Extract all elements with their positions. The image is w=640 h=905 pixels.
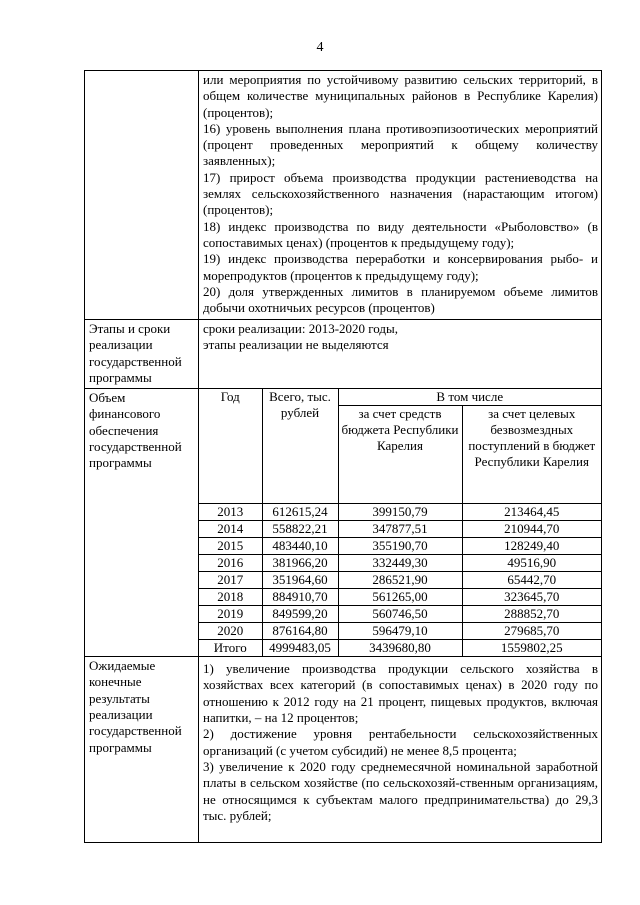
funding-data-row: [199, 606, 601, 623]
page-number: 4: [316, 40, 324, 55]
funding-table: [199, 389, 601, 656]
row-total: 849599,20: [262, 606, 338, 623]
funding-data-row: [199, 555, 601, 572]
row-targeted: 128249,40: [462, 538, 601, 555]
funding-label: Объем финансового обеспечения государственной программы: [85, 389, 199, 657]
stages-cell: [199, 320, 602, 389]
row-budget: 561265,00: [338, 589, 462, 606]
indicators-cell: [199, 71, 602, 320]
funding-data-row: [199, 572, 601, 589]
row-total: 381966,20: [262, 555, 338, 572]
row-targeted: 279685,70: [462, 623, 601, 640]
row-total: 351964,60: [262, 572, 338, 589]
col-budget-header: за счет средств бюджета Республики Карелия: [338, 406, 462, 504]
row-year: 2013: [199, 504, 262, 521]
col-year-header: Год: [199, 389, 262, 504]
row-budget: 399150,79: [338, 504, 462, 521]
indicator-item: 17) прирост объема производства продукции растениеводства на землях сельскохозяйственного назначения (нарастающим итогом) (процентов);: [203, 169, 598, 218]
indicator-item: 20) доля утвержденных лимитов в планируемом объеме лимитов добычи охотничьих ресурсов (процентов): [203, 283, 598, 316]
funding-row: [85, 389, 602, 657]
row-total: 558822,21: [262, 521, 338, 538]
col-total-header: Всего, тыс. рублей: [262, 389, 338, 504]
row-targeted: 210944,70: [462, 521, 601, 538]
row-year: 2014: [199, 521, 262, 538]
row-year: 2019: [199, 606, 262, 623]
row-total: 612615,24: [262, 504, 338, 521]
row-year: 2018: [199, 589, 262, 606]
col-incl-header: В том числе: [338, 389, 601, 406]
funding-total-row: [199, 640, 601, 657]
row-budget: 332449,30: [338, 555, 462, 572]
passport-table: [84, 70, 602, 843]
indicator-item: 19) индекс производства переработки и консервирования рыбо- и морепродуктов (процентов к предыдущему году);: [203, 251, 598, 283]
funding-data-row: [199, 623, 601, 640]
total-label: Итого: [199, 640, 262, 657]
row-budget: 596479,10: [338, 623, 462, 640]
row-total: 884910,70: [262, 589, 338, 606]
row-targeted: 49516,90: [462, 555, 601, 572]
results-row: [85, 657, 602, 843]
results-label: Ожидаемые конечные результаты реализации государственной программы: [85, 657, 199, 843]
funding-cell: [199, 389, 602, 657]
total-targeted: 1559802,25: [462, 640, 601, 657]
row-budget: 355190,70: [338, 538, 462, 555]
result-item: 3) увеличение к 2020 году среднемесячной номинальной заработной платы в сельском хозяйстве (по сельскохозяй-ственным организациям, не относящимся к субъектам малого предпринимательства) до 29,3 тыс. рублей;: [203, 758, 598, 823]
indicator-item: 18) индекс производства по виду деятельности «Рыболовство» (в сопоставимых ценах) (процентов к предыдущему году);: [203, 218, 598, 250]
row-total: 876164,80: [262, 623, 338, 640]
funding-data-row: [199, 589, 601, 606]
row-year: 2015: [199, 538, 262, 555]
stages-term: сроки реализации: 2013-2020 годы,: [203, 321, 398, 336]
row-year: 2016: [199, 555, 262, 572]
stages-label: Этапы и сроки реализации государственной программы: [85, 320, 199, 389]
result-item: 2) достижение уровня рентабельности сельскохозяйственных организаций (с учетом субсидий) не менее 8,5 процента;: [203, 726, 598, 758]
col-targeted-header: за счет целевых безвозмездных поступлений в бюджет Республики Карелия: [462, 406, 601, 504]
row-budget: 347877,51: [338, 521, 462, 538]
results-cell: [199, 657, 602, 843]
indicators-label-cell: [85, 71, 199, 320]
row-year: 2017: [199, 572, 262, 589]
funding-data-row: [199, 521, 601, 538]
row-targeted: 323645,70: [462, 589, 601, 606]
row-targeted: 288852,70: [462, 606, 601, 623]
row-year: 2020: [199, 623, 262, 640]
stages-row: [85, 320, 602, 389]
result-item: 1) увеличение производства продукции сельского хозяйства в хозяйствах всех категорий (в сопоставимых ценах) в 2020 году по отношению к 2012 году на 21 процент, пищевых продуктов, включая напитки, – на 12 процентов;: [203, 661, 598, 726]
total-budget: 3439680,80: [338, 640, 462, 657]
row-targeted: 65442,70: [462, 572, 601, 589]
funding-data-row: [199, 538, 601, 555]
row-total: 483440,10: [262, 538, 338, 555]
row-targeted: 213464,45: [462, 504, 601, 521]
indicator-item: 16) уровень выполнения плана противоэпизоотических мероприятий (процент проведенных мероприятий к общему количеству заявленных);: [203, 120, 598, 169]
row-budget: 286521,90: [338, 572, 462, 589]
funding-header-row: [199, 389, 601, 406]
funding-data-row: [199, 504, 601, 521]
indicator-item: или мероприятия по устойчивому развитию сельских территорий, в общем количестве муниципальных районов в Республике Карелия) (процентов);: [203, 72, 598, 120]
indicators-row: [85, 71, 602, 320]
row-budget: 560746,50: [338, 606, 462, 623]
stages-phases: этапы реализации не выделяются: [203, 337, 389, 353]
total-sum: 4999483,05: [262, 640, 338, 657]
